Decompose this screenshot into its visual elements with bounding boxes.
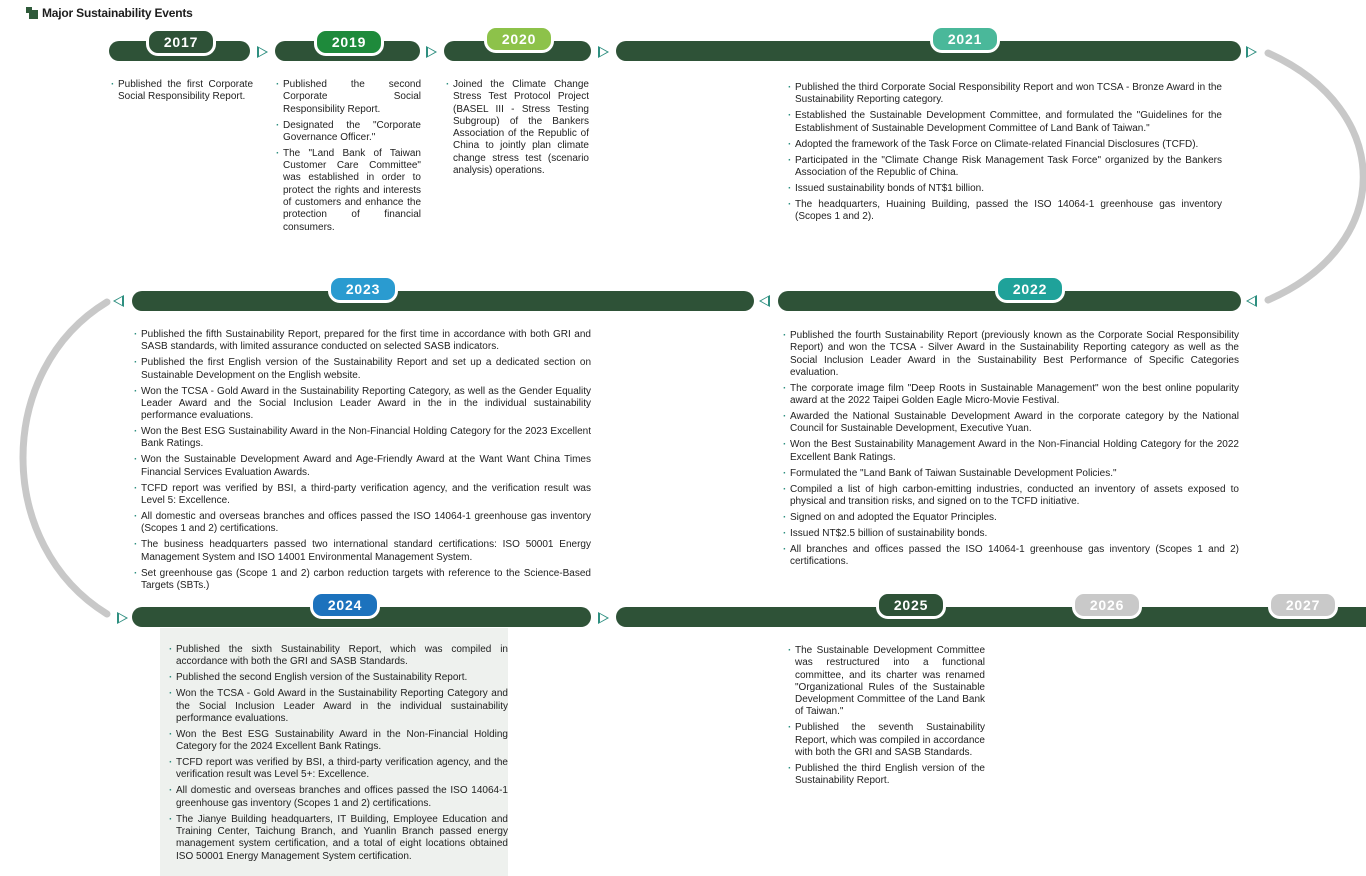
event-item: · Established the Sustainable Development Committee, and formulated the "Guidelines for the Establishment of Sustainable Development Committee of Land Bank of Taiwan." bbox=[788, 110, 1222, 135]
year-badge-2023: 2023 bbox=[328, 275, 398, 303]
event-item: · Won the Sustainable Development Award and Age-Friendly Award at the Want Want China Times Financial Services Evaluation Awards. bbox=[134, 454, 591, 479]
year-badge-2021: 2021 bbox=[930, 25, 1000, 53]
left-curve-connector bbox=[23, 302, 107, 614]
year-badge-2019: 2019 bbox=[314, 28, 384, 56]
event-item: · The Sustainable Development Committee was restructured into a functional committee, and its charter was renamed "Organizational Rules of the Sustainable Development Committee of the Land Bank of Taiwan." bbox=[788, 645, 985, 719]
arrow-left-icon bbox=[113, 295, 124, 307]
arrow-right-icon bbox=[257, 46, 268, 58]
event-item: · Set greenhouse gas (Scope 1 and 2) carbon reduction targets with reference to the Science-Based Targets (SBTs.) bbox=[134, 568, 591, 593]
event-item: · Won the TCSA - Gold Award in the Sustainability Reporting Category and the Social Inclusion Leader Award in the individual sustainability performance evaluations. bbox=[169, 688, 508, 725]
year-badge-2026: 2026 bbox=[1072, 591, 1142, 619]
year-badge-2024: 2024 bbox=[310, 591, 380, 619]
event-item: · All branches and offices passed the ISO 14064-1 greenhouse gas inventory (Scopes 1 and 2) certifications. bbox=[783, 544, 1239, 569]
event-item: · Published the seventh Sustainability Report, which was compiled in accordance with both the GRI and SASB Standards. bbox=[788, 722, 985, 759]
events-2017 bbox=[111, 79, 253, 107]
arrow-left-icon bbox=[1246, 295, 1257, 307]
event-item: · Published the first Corporate Social Responsibility Report. bbox=[111, 79, 253, 104]
events-2022 bbox=[783, 330, 1239, 572]
arrow-left-icon bbox=[759, 295, 770, 307]
events-2025 bbox=[788, 645, 985, 791]
event-item: · Awarded the National Sustainable Development Award in the corporate category by the National Council for Sustainable Development, Executive Yuan. bbox=[783, 411, 1239, 436]
arrow-right-icon bbox=[1246, 46, 1257, 58]
timeline-bar-2021 bbox=[616, 41, 1241, 61]
event-item: · The business headquarters passed two international standard certifications: ISO 50001 Energy Management System and ISO 14001 Environmental Management System. bbox=[134, 539, 591, 564]
events-2019 bbox=[276, 79, 421, 238]
event-item: · Won the TCSA - Gold Award in the Sustainability Reporting Category, as well as the Gender Equality Leader Award and the Social Inclusion Leader Award in the in the individual sustainability performance evaluations. bbox=[134, 386, 591, 423]
year-badge-2027: 2027 bbox=[1268, 591, 1338, 619]
event-item: · Designated the "Corporate Governance Officer." bbox=[276, 120, 421, 145]
arrow-right-icon bbox=[117, 612, 128, 624]
arrow-right-icon bbox=[598, 46, 609, 58]
year-badge-2017: 2017 bbox=[146, 28, 216, 56]
event-item: · Compiled a list of high carbon-emitting industries, conducted an inventory of assets exposed to physical and transition risks, and signed on to the TCFD initiative. bbox=[783, 484, 1239, 509]
event-item: · Won the Best Sustainability Management Award in the Non-Financial Holding Category for the 2022 Excellent Bank Ratings. bbox=[783, 439, 1239, 464]
event-item: · The "Land Bank of Taiwan Customer Care Committee" was established in order to protect the rights and interests of customers and enhance the protection of financial consumers. bbox=[276, 148, 421, 234]
event-item: · TCFD report was verified by BSI, a third-party verification agency, and the verification result was Level 5+: Excellence. bbox=[169, 757, 508, 782]
events-2024-panel bbox=[160, 628, 508, 876]
event-item: · Issued NT$2.5 billion of sustainability bonds. bbox=[783, 528, 1239, 540]
event-item: · The Jianye Building headquarters, IT Building, Employee Education and Training Center, Taichung Branch, and Yuanlin Branch passed energy management system certification, and a total of eight locations obtained ISO 50001 Energy Management System certification. bbox=[169, 814, 508, 863]
right-curve-connector bbox=[1268, 53, 1363, 300]
events-2023 bbox=[134, 329, 591, 596]
event-item: · Published the fourth Sustainability Report (previously known as the Corporate Social Responsibility Report) and won the TCSA - Silver Award in the Sustainability Reporting category as well as the Social Inclusion Leader Award in the Sustainability Best Performance of Specific Categories evaluation. bbox=[783, 330, 1239, 379]
event-item: · Won the Best ESG Sustainability Award in the Non-Financial Holding Category for the 2023 Excellent Bank Ratings. bbox=[134, 426, 591, 451]
event-item: · Adopted the framework of the Task Force on Climate-related Financial Disclosures (TCFD). bbox=[788, 139, 1222, 151]
event-item: · Signed on and adopted the Equator Principles. bbox=[783, 512, 1239, 524]
year-badge-2025: 2025 bbox=[876, 591, 946, 619]
event-item: · The corporate image film "Deep Roots in Sustainable Management" won the best online popularity award at the 2022 Taipei Golden Eagle Micro-Movie Festival. bbox=[783, 383, 1239, 408]
arrow-right-icon bbox=[598, 612, 609, 624]
event-item: · Published the third Corporate Social Responsibility Report and won TCSA - Bronze Award in the Sustainability Reporting category. bbox=[788, 82, 1222, 107]
event-item: · Formulated the "Land Bank of Taiwan Sustainable Development Policies." bbox=[783, 468, 1239, 480]
event-item: · Participated in the "Climate Change Risk Management Task Force" organized by the Bankers Association of the Republic of China. bbox=[788, 155, 1222, 180]
timeline-bar-2023 bbox=[132, 291, 754, 311]
year-badge-2020: 2020 bbox=[484, 25, 554, 53]
timeline-bar-2025 bbox=[616, 607, 1366, 627]
events-2020 bbox=[446, 79, 589, 181]
event-item: · Published the fifth Sustainability Report, prepared for the first time in accordance with both GRI and SASB standards, with limited assurance conducted on selected SASB indicators. bbox=[134, 329, 591, 354]
event-item: · Joined the Climate Change Stress Test Protocol Project (BASEL III - Stress Testing Subgroup) of the Bankers Association of the Republic of China to jointly plan climate change stress test (scenario analysis) operations. bbox=[446, 79, 589, 177]
page-title: Major Sustainability Events bbox=[42, 6, 193, 20]
arrow-right-icon bbox=[426, 46, 437, 58]
event-item: · Published the third English version of the Sustainability Report. bbox=[788, 763, 985, 788]
event-item: · TCFD report was verified by BSI, a third-party verification agency, and the verification result was Level 5: Excellence. bbox=[134, 483, 591, 508]
year-badge-2022: 2022 bbox=[995, 275, 1065, 303]
event-item: · Published the second English version of the Sustainability Report. bbox=[169, 672, 508, 684]
events-2021 bbox=[788, 82, 1222, 227]
event-item: · The headquarters, Huaining Building, passed the ISO 14064-1 greenhouse gas inventory (Scopes 1 and 2). bbox=[788, 199, 1222, 224]
event-item: · Published the second Corporate Social Responsibility Report. bbox=[276, 79, 421, 116]
event-item: · All domestic and overseas branches and offices passed the ISO 14064-1 greenhouse gas inventory (Scopes 1 and 2) certifications. bbox=[134, 511, 591, 536]
event-item: · Won the Best ESG Sustainability Award in the Non-Financial Holding Category for the 2024 Excellent Bank Ratings. bbox=[169, 729, 508, 754]
event-item: · Published the first English version of the Sustainability Report and set up a dedicated section on Sustainable Development on the English website. bbox=[134, 357, 591, 382]
event-item: · Published the sixth Sustainability Report, which was compiled in accordance with both the GRI and SASB Standards. bbox=[169, 644, 508, 669]
event-item: · Issued sustainability bonds of NT$1 billion. bbox=[788, 183, 1222, 195]
event-item: · All domestic and overseas branches and offices passed the ISO 14064-1 greenhouse gas inventory (Scopes 1 and 2) certifications. bbox=[169, 785, 508, 810]
